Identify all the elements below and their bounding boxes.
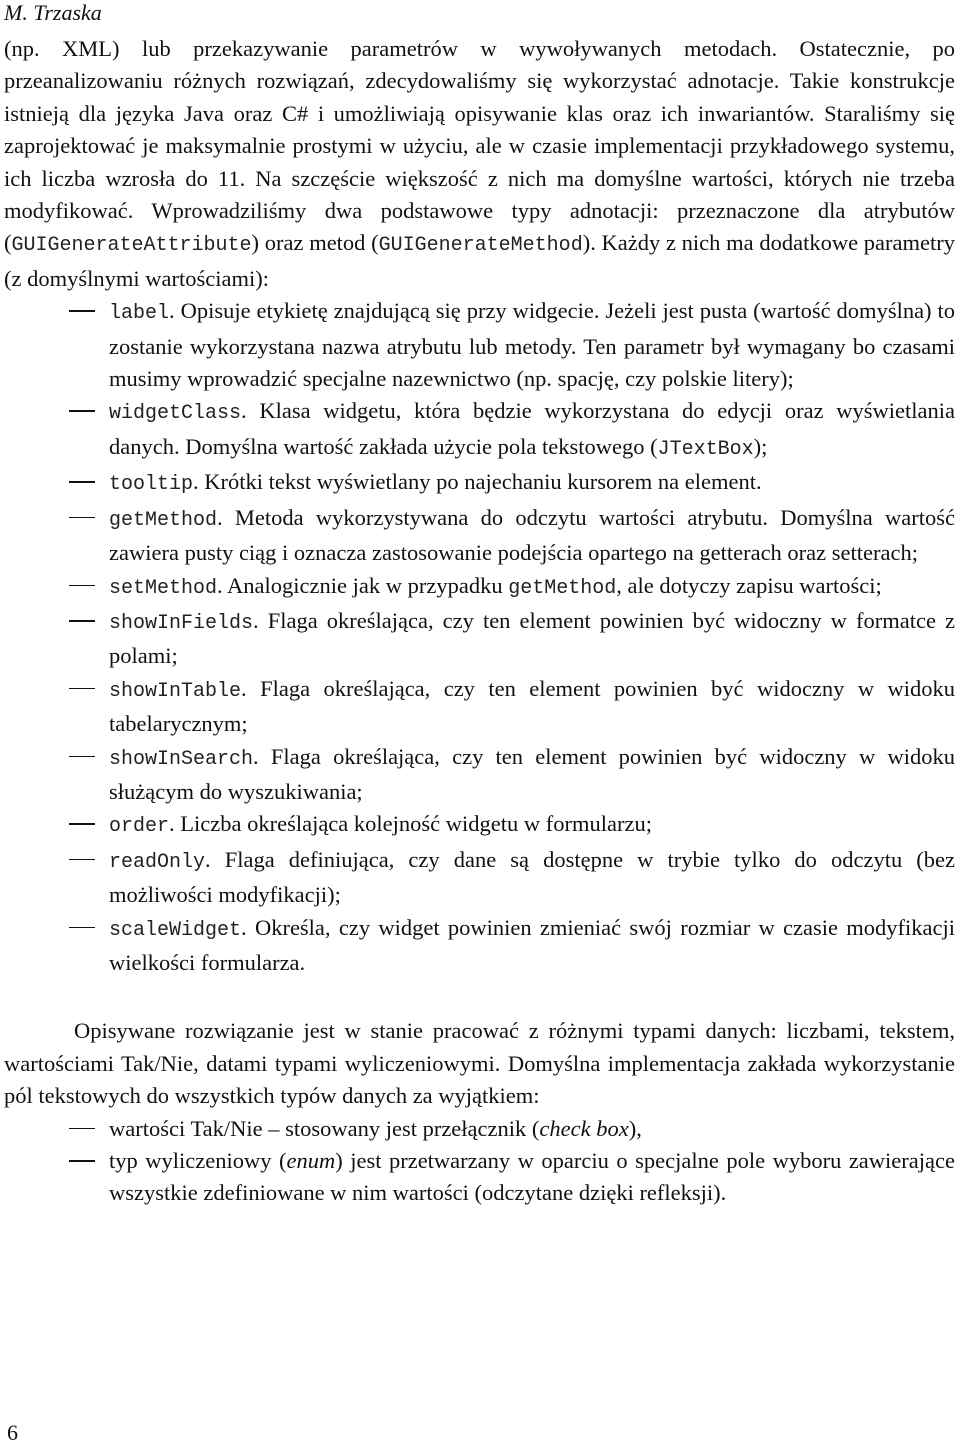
list-item [4, 741, 955, 809]
param-description: . Liczba określająca kolejność widgetu w formularzu; [169, 811, 652, 837]
param-name: tooltip [109, 473, 194, 497]
dash-bullet [69, 823, 95, 825]
dash-bullet [69, 310, 95, 312]
param-name: setMethod [109, 576, 218, 600]
param-description: . Krótki tekst wyświetlany po najechaniu kursorem na element. [193, 469, 762, 495]
paragraph-text: ) oraz metod ( [251, 230, 379, 256]
list-item [4, 844, 955, 912]
param-description: ); [753, 433, 768, 459]
param-description: . Opisuje etykietę znajdującą się przy widgecie. Jeżeli jest pusta (wartość domyślna) to zostanie wykorzystana nazwa atrybutu lub metody. Ten parametr był wymagany bo czasami musimy wprowadzić specjalne nazewnictwo (np. spację, czy polskie litery); [109, 298, 955, 392]
list-item [4, 466, 955, 501]
exception-term: check box [539, 1115, 629, 1141]
exception-text: ) jest przetwarzany w oparciu o specjalne pole wyboru zawierające wszystkie zdefiniowane w nim wartości (odczytane dzięki refleksji). [109, 1148, 955, 1206]
list-item [4, 912, 955, 980]
param-description: . Flaga określająca, czy ten element powinien być widoczny w formatce z polami; [109, 607, 955, 669]
list-item [4, 808, 955, 843]
exception-list [4, 1113, 955, 1210]
code-guigeneratemethod: GUIGenerateMethod [378, 234, 583, 258]
param-description: . Flaga określająca, czy ten element powinien być widoczny w widoku tabelarycznym; [109, 675, 955, 737]
dash-bullet [69, 517, 95, 519]
parameter-list [4, 295, 955, 979]
param-description: , ale dotyczy zapisu wartości; [616, 572, 882, 598]
code-guigenerateattribute: GUIGenerateAttribute [11, 234, 252, 258]
paragraph-data-types: Opisywane rozwiązanie jest w stanie pracować z różnymi typami danych: liczbami, tekstem, wartościami Tak/Nie, datami typami wyliczeniowymi. Domyślna implementacja zakłada wykorzystanie pól tekstowych do wszystkich typów danych za wyjątkiem: [4, 1018, 955, 1109]
exception-text: typ wyliczeniowy ( [109, 1148, 287, 1173]
param-name: widgetClass [109, 402, 242, 426]
param-name: showInTable [109, 679, 242, 703]
paragraph-text: (np. XML) lub przekazywanie parametrów w wywoływanych metodach. Ostatecznie, po przeanalizowaniu różnych rozwiązań, zdecydowaliśmy się wykorzystać adnotacje. Takie konstrukcje istnieją dla języka Java oraz C# i umożliwiają opisywanie klas oraz ich inwariantów. Staraliśmy się zaprojektować je maksymalnie prostymi w użyciu, ale w czasie implementacji przykładowego systemu, ich liczba wzrosła do 11. Na szczęście większość z nich ma domyślne wartości, których nie trzeba modyfikować. Wprowadziliśmy dwa podstawowe typy adnotacji: przeznaczone dla atrybutów ( [4, 36, 955, 256]
dash-bullet [69, 859, 95, 861]
list-item [4, 1145, 955, 1210]
param-description: . Określa, czy widget powinien zmieniać swój rozmiar w czasie modyfikacji wielkości formularza. [109, 914, 955, 975]
list-item [4, 605, 955, 673]
list-item [4, 1113, 955, 1145]
param-description: . Flaga określająca, czy ten element powinien być widoczny w widoku służącym do wyszukiwania; [109, 743, 955, 804]
dash-bullet [69, 927, 95, 929]
page-content [4, 33, 955, 1210]
exception-text: wartości Tak/Nie – stosowany jest przełącznik ( [109, 1115, 540, 1141]
exception-term: enum [286, 1148, 336, 1173]
code-getmethod: getMethod [508, 576, 617, 600]
paragraph-text: ). Każdy z nich ma dodatkowe parametry (z domyślnymi wartościami): [4, 230, 955, 291]
code-jtextbox: JTextBox [657, 437, 754, 461]
list-item [4, 395, 955, 466]
dash-bullet [69, 585, 95, 587]
running-header: M. Trzaska [4, 0, 102, 25]
exception-text: ), [628, 1115, 642, 1141]
page-number: 6 [7, 1420, 18, 1445]
list-item [4, 295, 955, 395]
param-description: . Analogicznie jak w przypadku [217, 572, 509, 598]
dash-bullet [69, 1160, 95, 1162]
param-description: . Klasa widgetu, która będzie wykorzystana do edycji oraz wyświetlania danych. Domyślna wartość zakłada użycie pola tekstowego ( [109, 398, 955, 459]
param-description: . Flaga definiująca, czy dane są dostępne w trybie tylko do odczytu (bez możliwości modyfikacji); [109, 846, 955, 908]
list-item [4, 673, 955, 741]
param-name: showInFields [109, 611, 254, 635]
dash-bullet [69, 756, 95, 758]
param-name: readOnly [109, 850, 206, 874]
list-item [4, 570, 955, 605]
dash-bullet [69, 688, 95, 690]
dash-bullet [69, 620, 95, 622]
param-name: getMethod [109, 508, 218, 532]
param-name: showInSearch [109, 747, 254, 771]
dash-bullet [69, 410, 95, 412]
param-name: scaleWidget [109, 918, 242, 942]
dash-bullet [69, 481, 95, 483]
paragraph-annotations [4, 33, 955, 295]
param-name: label [109, 302, 170, 326]
list-item [4, 502, 955, 570]
param-name: order [109, 815, 170, 839]
param-description: . Metoda wykorzystywana do odczytu wartości atrybutu. Domyślna wartość zawiera pusty ciąg i oznacza zastosowanie podejścia opartego na getterach oraz setterach; [109, 504, 955, 566]
dash-bullet [69, 1128, 95, 1130]
